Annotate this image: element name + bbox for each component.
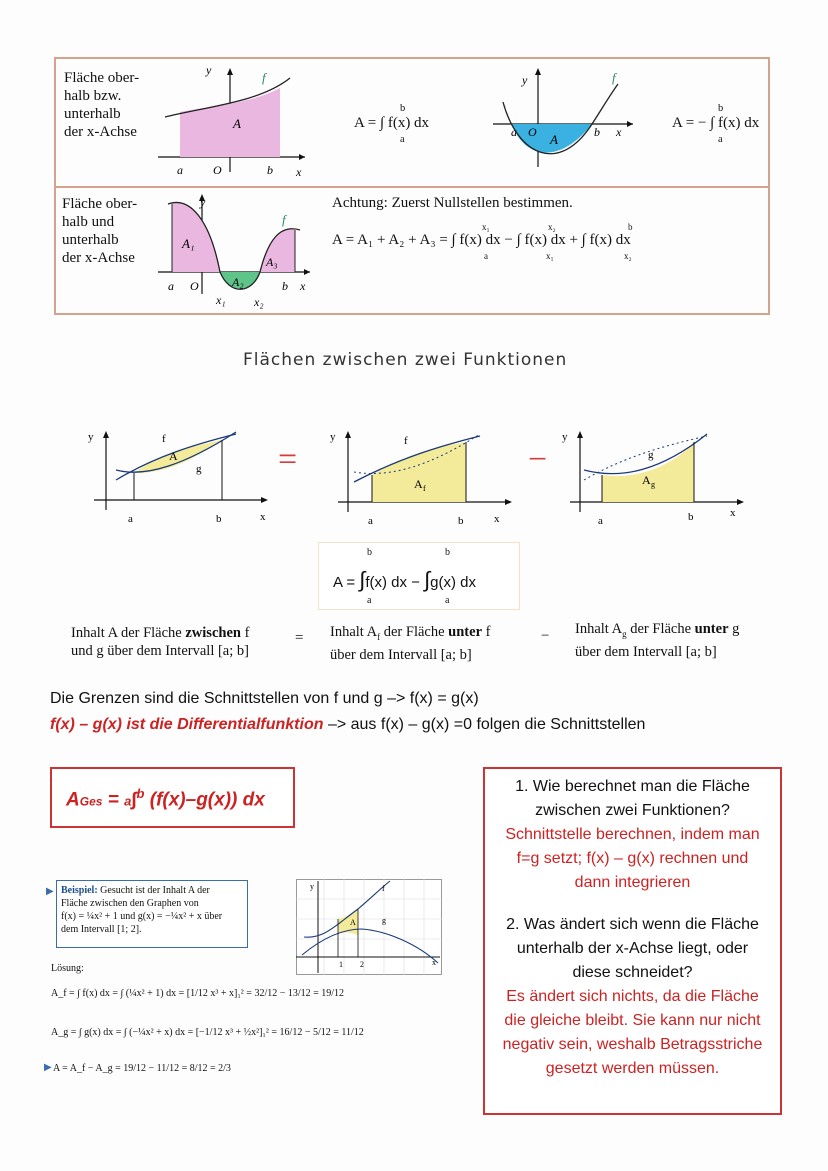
formula-A: A = — [333, 574, 356, 591]
row1-label-line: Fläche ober- — [64, 70, 140, 86]
graph-area-above-axis — [150, 62, 315, 182]
desc-line — [71, 624, 249, 642]
label-g: g — [196, 463, 202, 475]
desc-between — [71, 624, 249, 660]
label-y: y — [206, 63, 212, 77]
integral-sign: ∫ — [424, 567, 431, 592]
example-line — [61, 884, 243, 897]
formula-line — [333, 567, 476, 593]
label-b: b — [267, 163, 273, 177]
ages-sub: Ges — [79, 794, 103, 809]
row1-label-line: halb bzw. — [64, 88, 122, 104]
desc-text: Inhalt A — [575, 621, 623, 637]
x-axis-arrow — [299, 154, 305, 160]
label-b: b — [594, 125, 600, 139]
label-y: y — [88, 431, 94, 443]
label-a: a — [177, 163, 183, 177]
desc-line — [575, 620, 739, 643]
desc-text: f — [485, 624, 491, 640]
lower-limit: x₁ — [546, 251, 554, 261]
lower-limit: a — [445, 595, 450, 606]
tick-2: 2 — [360, 960, 364, 969]
desc-sub: g — [622, 628, 627, 639]
label-x2: x₂ — [254, 295, 264, 309]
y-axis-arrow — [103, 431, 109, 438]
diagram-under-g — [562, 428, 752, 528]
label-A: A — [550, 132, 558, 147]
upper-limit: b — [367, 547, 372, 558]
desc-bold: unter — [694, 621, 729, 637]
note-rest: –> aus f(x) – g(x) =0 folgen die Schnittstellen — [323, 716, 646, 733]
answer-2: Es ändert sich nichts, da die Fläche die gleiche bleibt. Sie kann nur nicht negativ sein, weshalb Betragsstriche gesetzt werden müssen. — [502, 988, 763, 1077]
x-axis-arrow — [304, 269, 310, 275]
solution-line-ag: A_g = ∫ g(x) dx = ∫ (−¼x² + x) dx = [−1/12 x³ + ½x²]₁² = 16/12 − 5/12 = 11/12 — [51, 1027, 364, 1038]
lower-limit: a — [367, 595, 372, 606]
label-y: y — [522, 73, 528, 87]
desc-bold: zwischen — [185, 625, 241, 641]
label-Ag: A — [642, 473, 651, 487]
y-axis-arrow — [577, 431, 583, 438]
label-a: a — [368, 515, 373, 527]
label-x: x — [432, 958, 436, 967]
note-red: f(x) – g(x) ist die Differentialfunktion — [50, 716, 324, 733]
desc-under-g — [575, 620, 739, 661]
answer-1: Schnittstelle berechnen, indem man f=g setzt; f(x) – g(x) rechnen und dann integrieren — [505, 826, 760, 891]
total-area-formula — [66, 786, 265, 811]
integrand-f: f(x) dx — [365, 574, 407, 591]
label-b: b — [216, 513, 222, 525]
upper-limit: b — [628, 222, 633, 232]
x-axis-arrow — [627, 121, 633, 127]
desc-text: g — [732, 621, 740, 637]
label-g: g — [382, 916, 386, 925]
formula-minus: − — [411, 574, 420, 591]
label-A1: A₁ — [182, 236, 195, 251]
desc-text: Inhalt A — [330, 624, 378, 640]
solution-line-a: A = A_f − A_g = 19/12 − 11/12 = 8/12 = 2/3 — [53, 1063, 231, 1074]
minus-sign: − — [528, 441, 548, 478]
label-a: a — [168, 279, 174, 293]
question-1: 1. Wie berechnet man die Fläche zwischen zwei Funktionen? — [515, 778, 750, 819]
label-A: A — [233, 116, 241, 131]
example-line: Fläche zwischen den Graphen von — [61, 898, 199, 909]
section-heading: Flächen zwischen zwei Funktionen — [243, 350, 568, 370]
desc-text: f — [244, 625, 250, 641]
desc-text: der Fläche — [630, 621, 692, 637]
label-f: f — [382, 884, 385, 893]
x-axis-arrow — [737, 499, 744, 505]
example-text: Gesucht ist der Inhalt A der — [97, 885, 210, 896]
lower-limit: x₂ — [624, 251, 632, 261]
upper-limit: b — [400, 103, 406, 114]
y-axis-arrow — [345, 431, 351, 438]
label-origin: O — [528, 125, 537, 139]
label-f: f — [282, 212, 286, 227]
label-x: x — [730, 507, 736, 519]
lower-limit: a — [400, 134, 405, 145]
example-box — [56, 880, 248, 948]
row1-formula-right — [672, 115, 759, 132]
row1-label — [64, 69, 139, 141]
upper-limit: b — [445, 547, 450, 558]
desc-line: und g über dem Intervall [a; b] — [71, 643, 249, 659]
label-origin: O — [213, 163, 222, 177]
label-a: a — [511, 125, 517, 139]
desc-line: über dem Intervall [a; b] — [330, 646, 472, 663]
label-x1: x₁ — [216, 293, 226, 307]
label-x: x — [616, 125, 622, 139]
desc-line: über dem Intervall [a; b] — [575, 643, 717, 660]
label-f: f — [612, 70, 616, 85]
label-Af-sub: f — [423, 484, 426, 493]
desc-bold: unter — [448, 624, 483, 640]
row1-formula-left — [354, 115, 429, 132]
row1-label-line: unterhalb — [64, 106, 121, 122]
x-axis-arrow — [261, 497, 268, 503]
solution-label: Lösung: — [51, 963, 84, 974]
x-axis-arrow — [505, 499, 512, 505]
example-graph — [296, 879, 442, 975]
example-line: f(x) = ¼x² + 1 und g(x) = −¼x² + x über — [61, 911, 223, 922]
label-y: y — [310, 882, 314, 891]
label-b: b — [688, 511, 694, 523]
label-A2: A₂ — [232, 275, 244, 289]
formula-text: A = − ∫ f(x) dx — [672, 115, 760, 131]
desc-sub: f — [377, 631, 381, 642]
label-origin: O — [190, 279, 199, 293]
tick-1: 1 — [339, 960, 343, 969]
example-line: dem Intervall [1; 2]. — [61, 924, 142, 935]
label-f: f — [404, 435, 408, 447]
label-f: f — [162, 433, 166, 445]
upper-limit: x₂ — [548, 222, 556, 232]
formula-text: A = ∫ f(x) dx — [354, 115, 430, 131]
desc-minus: − — [541, 628, 550, 644]
difference-formula-box — [318, 542, 520, 610]
label-b: b — [458, 515, 464, 527]
label-a: a — [598, 515, 603, 527]
ages-lower: a — [124, 793, 132, 809]
equals-sign: = — [278, 441, 298, 478]
bullet-icon: ▶ — [46, 886, 54, 897]
table-divider — [56, 186, 768, 188]
row2-label-line: unterhalb — [62, 232, 119, 248]
ages-eq: = — [102, 789, 125, 811]
label-b: b — [282, 279, 288, 293]
graph-mixed-areas — [150, 190, 320, 312]
row2-formula: A = A₁ + A₂ + A₃ = ∫ f(x) dx − ∫ f(x) dx + ∫ f(x) dx — [332, 232, 631, 248]
ages-expr: (f(x)–g(x)) dx — [144, 789, 265, 811]
label-y: y — [200, 195, 206, 209]
question-2: 2. Was ändert sich wenn die Fläche unterhalb der x-Achse liegt, oder diese schneidet? — [506, 916, 759, 981]
graph-area-below-axis — [488, 62, 638, 172]
label-A3: A₃ — [266, 255, 278, 269]
row2-label-line: der x-Achse — [62, 250, 135, 266]
label-y: y — [330, 431, 336, 443]
row2-label-line: Fläche ober- — [62, 196, 138, 212]
label-Ag-sub: g — [651, 480, 655, 489]
label-x: x — [260, 511, 266, 523]
lower-limit: a — [718, 134, 723, 145]
label-x: x — [300, 279, 306, 293]
upper-limit: x₁ — [482, 222, 490, 232]
solution-line-af: A_f = ∫ f(x) dx = ∫ (¼x² + 1) dx = [1/12 x³ + x]₁² = 32/12 − 13/12 = 19/12 — [51, 988, 345, 999]
row2-label — [62, 195, 137, 267]
bullet-icon: ▶ — [44, 1062, 52, 1073]
label-g: g — [648, 449, 654, 461]
label-f: f — [262, 70, 266, 85]
desc-text: Inhalt A der Fläche — [71, 625, 182, 641]
label-y: y — [562, 431, 568, 443]
zero-points-note: Achtung: Zuerst Nullstellen bestimmen. — [332, 195, 573, 211]
label-a: a — [128, 513, 133, 525]
area-between — [134, 440, 222, 473]
integral-sign: ∫ — [359, 567, 366, 592]
integrand-g: g(x) dx — [430, 574, 476, 591]
integral-sign: ∫ — [131, 789, 137, 811]
area-Af — [372, 442, 466, 502]
upper-limit: b — [718, 103, 724, 114]
lower-limit: a — [484, 251, 488, 261]
label-A: A — [169, 449, 178, 463]
y-axis-arrow — [535, 68, 541, 75]
label-x: x — [494, 513, 500, 525]
label-Af: A — [414, 477, 423, 491]
row2-label-line: halb und — [62, 214, 115, 230]
ages-upper: b — [136, 786, 145, 801]
total-area-formula-box — [50, 767, 295, 828]
questions-box — [483, 767, 782, 1115]
row1-label-line: der x-Achse — [64, 124, 137, 140]
ages-main: A — [66, 789, 80, 811]
desc-equals: = — [295, 630, 304, 646]
note-line-1: Die Grenzen sind die Schnittstellen von f und g –> f(x) = g(x) — [50, 690, 479, 707]
label-A: A — [350, 918, 356, 927]
example-title: Beispiel: — [61, 885, 98, 896]
y-axis-arrow — [227, 68, 233, 75]
diagram-under-f — [330, 428, 520, 528]
diagram-between — [86, 428, 276, 528]
desc-under-f — [330, 623, 490, 664]
desc-text: der Fläche — [383, 624, 445, 640]
desc-line — [330, 623, 490, 646]
label-x: x — [296, 165, 302, 179]
note-line-2 — [50, 716, 645, 734]
